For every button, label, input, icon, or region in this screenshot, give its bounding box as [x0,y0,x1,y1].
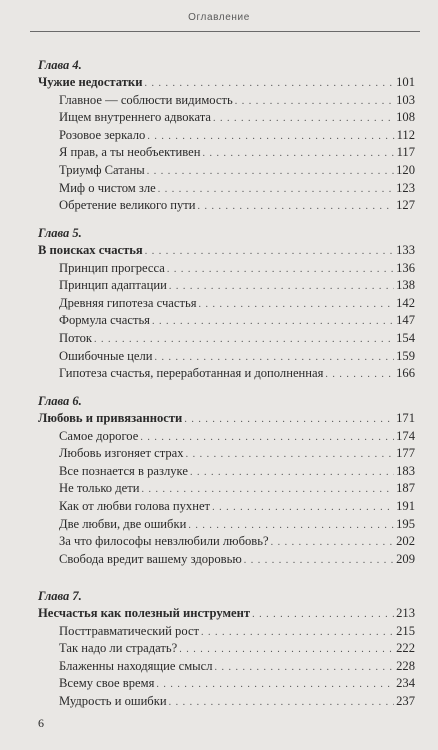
page-reference: 117 [396,145,415,160]
page-reference: 101 [396,75,415,89]
page-reference: 133 [396,243,415,257]
dot-leader [147,128,394,146]
section-title: Ищем внутреннего адвоката [59,110,211,125]
page-reference: 234 [396,676,415,691]
page-reference: 177 [396,446,415,461]
section-title: Не только дети [59,481,140,496]
section-row [38,463,415,481]
page-reference: 228 [396,658,415,673]
dot-leader [252,606,394,624]
section-row [38,312,415,330]
section-row [38,277,415,295]
dot-leader [203,145,395,163]
chapter-title: Любовь и привязанности [38,411,183,425]
dot-leader [155,349,395,367]
page-reference: 191 [396,498,415,513]
section-row [38,658,415,676]
dot-leader [184,411,394,429]
section-row [38,260,415,278]
page-reference: 187 [396,481,415,496]
section-title: Древняя гипотеза счастья [59,295,197,310]
section-title: Две любви, две ошибки [59,516,187,531]
page-reference: 123 [396,180,415,195]
chapter-block [38,392,415,568]
chapter-block [38,224,415,383]
section-row [38,623,415,641]
section-row [38,330,415,348]
dot-leader [186,446,395,464]
chapter-title-row [38,242,415,260]
section-row [38,675,415,693]
dot-leader [198,198,395,216]
section-title: Принцип адаптации [59,278,167,293]
page-reference: 209 [396,551,415,566]
page-reference: 112 [396,127,415,142]
header-rule [30,31,420,32]
chapter-title: Несчастья как полезный инструмент [38,606,251,620]
section-row [38,162,415,180]
section-row [38,127,415,145]
section-title: Гипотеза счастья, переработанная и дополненная [59,366,324,381]
section-row [38,480,415,498]
section-title: Любовь изгоняет страх [59,446,184,461]
section-row [38,295,415,313]
section-title: Обретение великого пути [59,198,196,213]
dot-leader [190,464,394,482]
chapter-title-row [38,605,415,623]
section-title: Посттравматический рост [59,623,200,638]
chapter-number: Глава 5. [38,226,82,240]
page-reference: 237 [396,693,415,708]
page-reference: 171 [396,411,415,425]
page-reference: 154 [396,330,415,345]
page-reference: 120 [396,162,415,177]
section-title: Так надо ли страдать? [59,641,178,656]
dot-leader [201,624,394,642]
section-title: Принцип прогресса [59,260,165,275]
chapter-title: Чужие недостатки [38,75,143,89]
page-reference: 215 [396,623,415,638]
page-reference: 174 [396,428,415,443]
page-reference: 183 [396,463,415,478]
dot-leader [271,534,395,552]
dot-leader [169,278,394,296]
section-title: Поток [59,330,92,345]
dot-leader [147,163,394,181]
section-title: Ошибочные цели [59,348,153,363]
section-row [38,144,415,162]
chapter-title-row [38,74,415,92]
section-row [38,693,415,711]
chapter-block [38,587,415,711]
chapter-number: Глава 4. [38,58,82,72]
section-row [38,109,415,127]
dot-leader [158,181,394,199]
section-title: Главное — соблюсти видимость [59,92,233,107]
section-row [38,533,415,551]
section-row [38,365,415,383]
dot-leader [179,641,394,659]
page-reference: 108 [396,110,415,125]
page-reference: 103 [396,92,415,107]
chapter-title: В поисках счастья [38,243,143,257]
section-title: Миф о чистом зле [59,180,156,195]
dot-leader [325,366,394,384]
section-row [38,640,415,658]
page-reference: 127 [396,198,415,213]
section-row [38,197,415,215]
chapter-block [38,56,415,215]
section-title: Я прав, а ты необъективен [59,145,201,160]
page-reference: 222 [396,641,415,656]
page-reference: 159 [396,348,415,363]
dot-leader [169,694,395,712]
dot-leader [144,75,394,93]
page-reference: 166 [396,366,415,381]
page-number: 6 [38,716,44,730]
dot-leader [188,517,394,535]
section-title: Свобода вредит вашему здоровью [59,551,242,566]
running-head: Оглавление [188,12,250,23]
section-title: Всему свое время [59,676,155,691]
section-row [38,92,415,110]
chapter-title-row [38,410,415,428]
section-row [38,428,415,446]
section-title: Формула счастья [59,313,150,328]
section-row [38,498,415,516]
dot-leader [142,481,395,499]
page-reference: 202 [396,534,415,549]
section-title: За что философы невзлюбили любовь? [59,534,269,549]
dot-leader [145,243,394,261]
dot-leader [212,499,394,517]
page-reference: 142 [396,295,415,310]
dot-leader [140,429,394,447]
chapter-number: Глава 7. [38,589,82,603]
section-row [38,445,415,463]
page-reference: 138 [396,278,415,293]
section-title: Розовое зеркало [59,127,146,142]
section-title: Мудрость и ошибки [59,693,167,708]
section-title: Триумф Сатаны [59,162,145,177]
section-title: Самое дорогое [59,428,139,443]
dot-leader [215,659,395,677]
section-row [38,180,415,198]
dot-leader [235,93,394,111]
section-row [38,551,415,569]
dot-leader [167,261,394,279]
dot-leader [199,296,395,314]
page-reference: 195 [396,516,415,531]
section-title: Блаженны находящие смысл [59,658,213,673]
dot-leader [156,676,394,694]
section-title: Все познается в разлуке [59,463,188,478]
dot-leader [94,331,394,349]
page-reference: 147 [396,313,415,328]
dot-leader [152,313,394,331]
section-row [38,516,415,534]
section-row [38,348,415,366]
page-reference: 136 [396,260,415,275]
page-reference: 213 [396,606,415,620]
section-title: Как от любви голова пухнет [59,498,211,513]
dot-leader [213,110,394,128]
chapter-number: Глава 6. [38,394,82,408]
dot-leader [244,552,394,570]
